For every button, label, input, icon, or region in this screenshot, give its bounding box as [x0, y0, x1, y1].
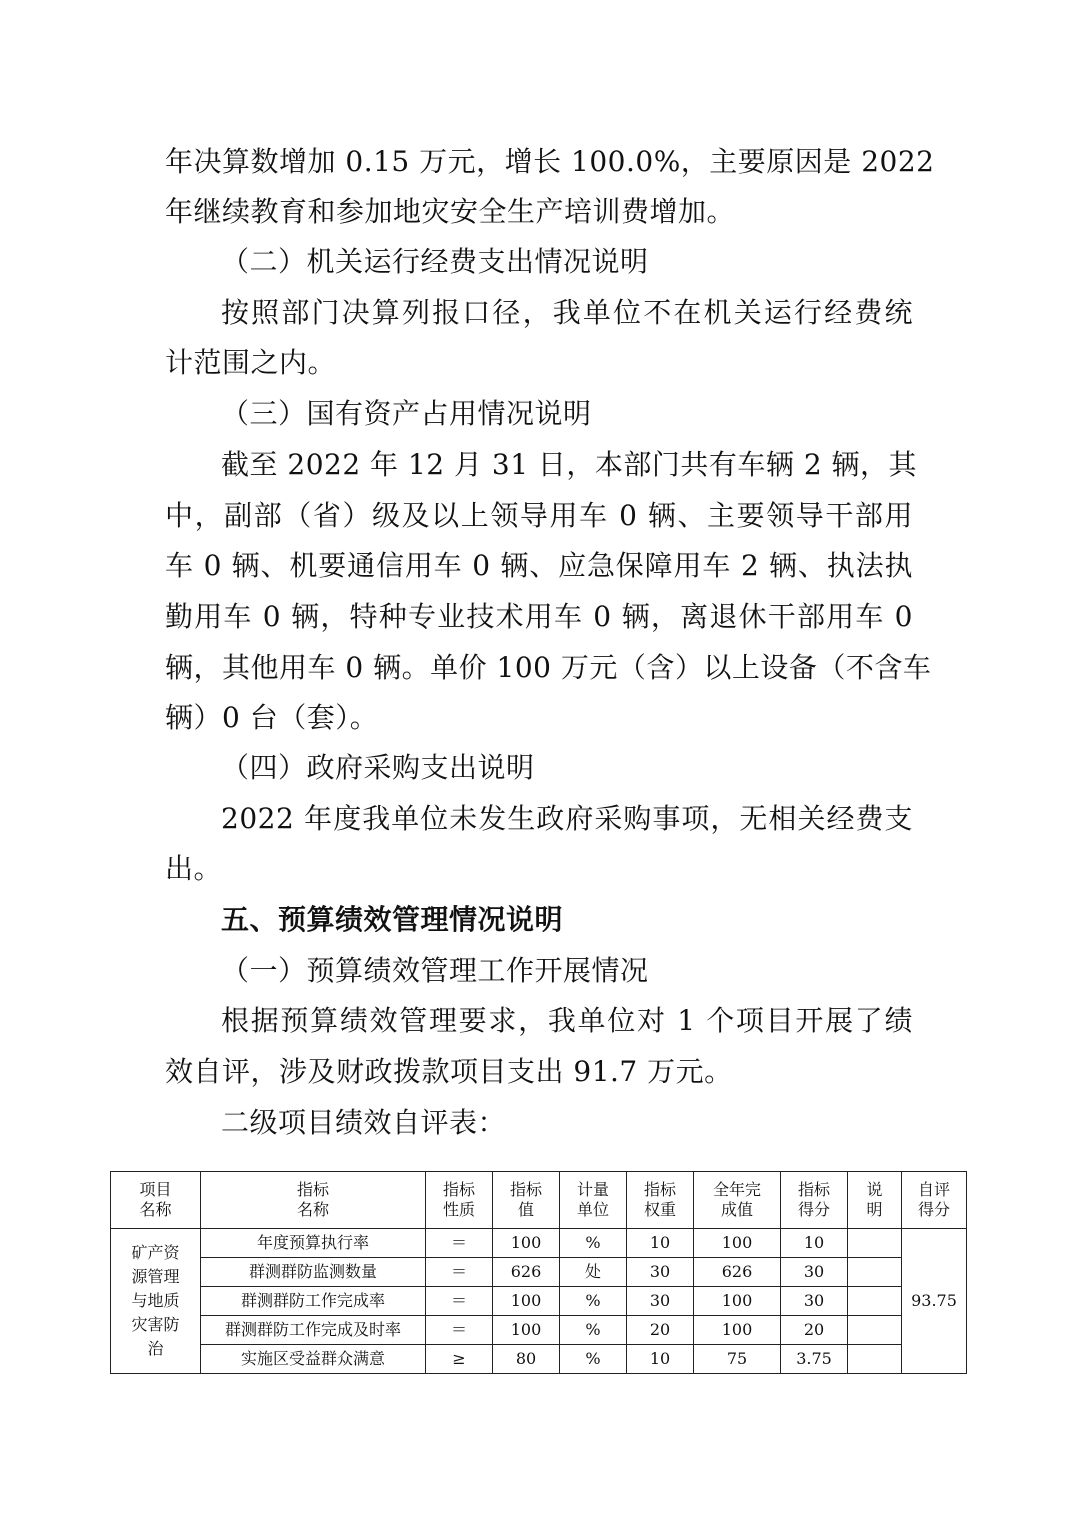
paragraph-line: 车 0 辆、机要通信用车 0 辆、应急保障用车 2 辆、执法执 — [165, 549, 913, 582]
indicator-nature-cell: ＝ — [426, 1258, 493, 1287]
header-actual-value: 全年完 成值 — [694, 1172, 781, 1229]
indicator-name-cell: 实施区受益群众满意 — [201, 1345, 426, 1374]
section-heading-state-assets: （三）国有资产占用情况说明 — [221, 397, 592, 430]
header-self-score: 自评 得分 — [902, 1172, 967, 1229]
indicator-name-cell: 群测群防监测数量 — [201, 1258, 426, 1287]
header-note: 说 明 — [848, 1172, 902, 1229]
indicator-value-cell: 100 — [493, 1287, 560, 1316]
note-cell — [848, 1316, 902, 1345]
paragraph-line: 按照部门决算列报口径，我单位不在机关运行经费统 — [221, 296, 913, 329]
unit-cell: % — [560, 1287, 627, 1316]
table-row — [111, 1287, 967, 1316]
indicator-name-cell: 群测群防工作完成及时率 — [201, 1316, 426, 1345]
indicator-name-cell: 年度预算执行率 — [201, 1229, 426, 1258]
header-project-name: 项目 名称 — [111, 1172, 201, 1229]
weight-cell: 20 — [627, 1316, 694, 1345]
section-heading-procurement: （四）政府采购支出说明 — [221, 751, 535, 784]
indicator-nature-cell: ≥ — [426, 1345, 493, 1374]
note-cell — [848, 1229, 902, 1258]
table-row — [111, 1229, 967, 1258]
indicator-value-cell: 100 — [493, 1229, 560, 1258]
header-weight: 指标 权重 — [627, 1172, 694, 1229]
indicator-value-cell: 80 — [493, 1345, 560, 1374]
actual-value-cell: 100 — [694, 1316, 781, 1345]
paragraph-line: 辆，其他用车 0 辆。单价 100 万元（含）以上设备（不含车 — [165, 651, 932, 684]
header-indicator-score: 指标 得分 — [781, 1172, 848, 1229]
indicator-nature-cell: ＝ — [426, 1316, 493, 1345]
paragraph-line: 勤用车 0 辆，特种专业技术用车 0 辆，离退休干部用车 0 — [165, 600, 913, 633]
unit-cell: % — [560, 1229, 627, 1258]
paragraph-line: 根据预算绩效管理要求，我单位对 1 个项目开展了绩 — [221, 1004, 913, 1037]
paragraph-line: 辆）0 台（套）。 — [165, 701, 379, 734]
paragraph-line: 中，副部（省）级及以上领导用车 0 辆、主要领导干部用 — [165, 499, 913, 532]
score-cell: 30 — [781, 1258, 848, 1287]
note-cell — [848, 1258, 902, 1287]
header-indicator-name: 指标 名称 — [201, 1172, 426, 1229]
score-cell: 20 — [781, 1316, 848, 1345]
header-indicator-nature: 指标 性质 — [426, 1172, 493, 1229]
paragraph-line: 年决算数增加 0.15 万元，增长 100.0%，主要原因是 2022 — [165, 145, 935, 178]
weight-cell: 10 — [627, 1229, 694, 1258]
score-cell: 3.75 — [781, 1345, 848, 1374]
table-caption: 二级项目绩效自评表： — [221, 1106, 507, 1139]
unit-cell: % — [560, 1345, 627, 1374]
table-row — [111, 1345, 967, 1374]
section-heading-performance-work: （一）预算绩效管理工作开展情况 — [221, 954, 649, 987]
table-row — [111, 1258, 967, 1287]
actual-value-cell: 100 — [694, 1287, 781, 1316]
weight-cell: 10 — [627, 1345, 694, 1374]
paragraph-line: 效自评，涉及财政拨款项目支出 91.7 万元。 — [165, 1055, 733, 1088]
indicator-nature-cell: ＝ — [426, 1287, 493, 1316]
note-cell — [848, 1345, 902, 1374]
paragraph-line: 计范围之内。 — [165, 346, 337, 379]
indicator-name-cell: 群测群防工作完成率 — [201, 1287, 426, 1316]
indicator-value-cell: 626 — [493, 1258, 560, 1287]
score-cell: 30 — [781, 1287, 848, 1316]
score-cell: 10 — [781, 1229, 848, 1258]
paragraph-line: 2022 年度我单位未发生政府采购事项，无相关经费支 — [221, 802, 913, 835]
unit-cell: % — [560, 1316, 627, 1345]
paragraph-line: 出。 — [165, 852, 223, 885]
header-indicator-value: 指标 值 — [493, 1172, 560, 1229]
indicator-value-cell: 100 — [493, 1316, 560, 1345]
self-score-cell: 93.75 — [902, 1229, 967, 1374]
actual-value-cell: 75 — [694, 1345, 781, 1374]
chapter-heading-performance: 五、预算绩效管理情况说明 — [221, 903, 564, 936]
paragraph-line: 年继续教育和参加地灾安全生产培训费增加。 — [165, 195, 736, 228]
indicator-nature-cell: ＝ — [426, 1229, 493, 1258]
project-name-cell: 矿产资 源管理 与地质 灾害防 治 — [111, 1229, 201, 1374]
table-header-row — [111, 1172, 967, 1229]
paragraph-line: 截至 2022 年 12 月 31 日，本部门共有车辆 2 辆，其 — [221, 448, 918, 481]
performance-evaluation-table — [110, 1171, 967, 1374]
section-heading-vehicle-operation: （二）机关运行经费支出情况说明 — [221, 245, 649, 278]
header-unit: 计量 单位 — [560, 1172, 627, 1229]
table-row — [111, 1316, 967, 1345]
actual-value-cell: 626 — [694, 1258, 781, 1287]
unit-cell: 处 — [560, 1258, 627, 1287]
weight-cell: 30 — [627, 1258, 694, 1287]
actual-value-cell: 100 — [694, 1229, 781, 1258]
note-cell — [848, 1287, 902, 1316]
weight-cell: 30 — [627, 1287, 694, 1316]
